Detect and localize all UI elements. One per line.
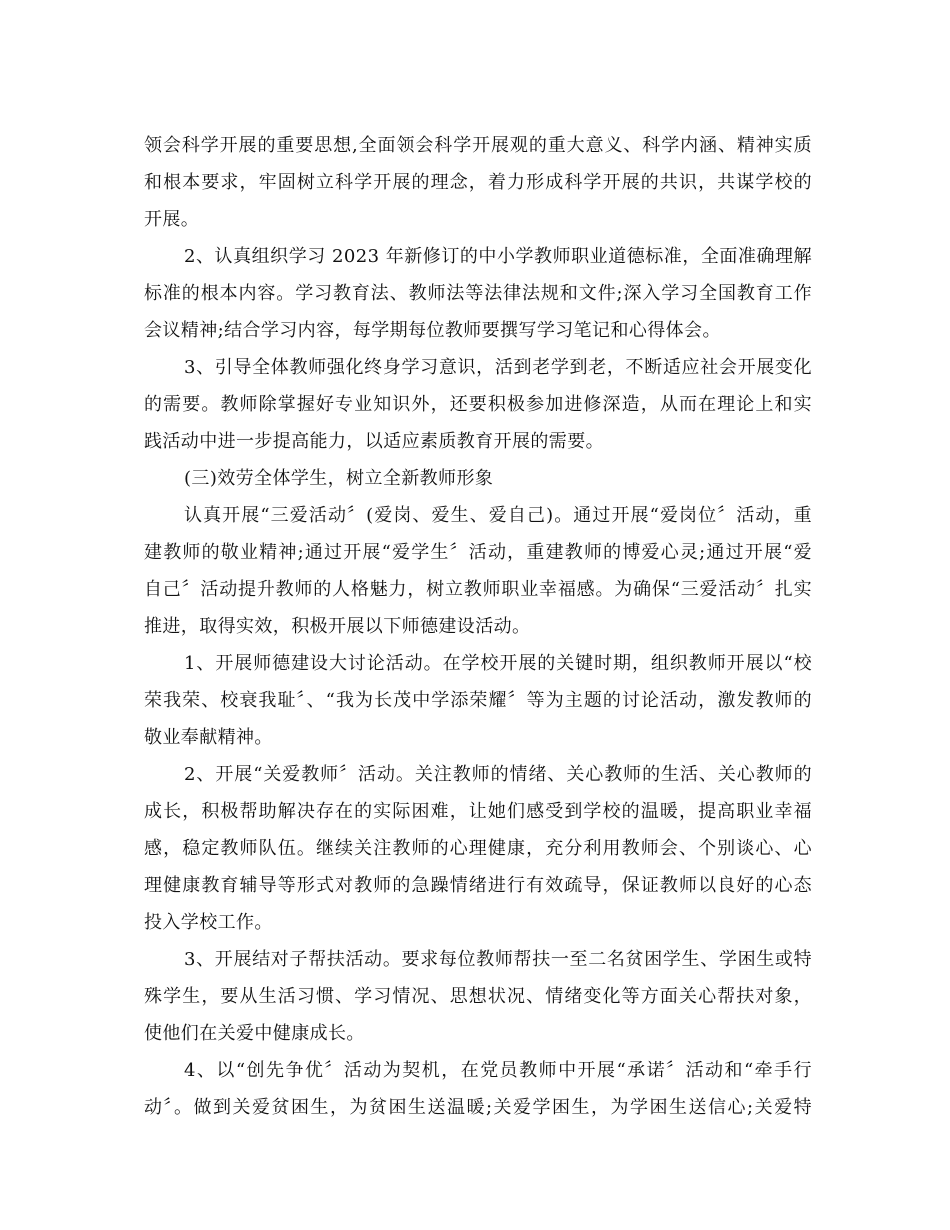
text-line: 感，稳定教师队伍。继续关注教师的心理健康，充分利用教师会、个别谈心、心 [144, 838, 812, 859]
text-line: 践活动中进一步提高能力，以适应素质教育开展的需要。 [144, 431, 604, 452]
text-line: 建教师的敬业精神;通过开展“爱学生〞活动，重建教师的博爱心灵;通过开展“爱 [144, 542, 812, 563]
text-line: 殊学生，要从生活习惯、学习情况、思想状况、情绪变化等方面关心帮扶对象， [144, 986, 812, 1007]
text-line: 会议精神;结合学习内容，每学期每位教师要撰写学习笔记和心得体会。 [144, 320, 721, 341]
text-line: 认真开展“三爱活动〞(爱岗、爱生、爱自己)。通过开展“爱岗位〞活动，重 [184, 505, 812, 526]
document-body [144, 127, 812, 1126]
text-line: 推进，取得实效，积极开展以下师德建设活动。 [144, 616, 531, 637]
text-line: 使他们在关爱中健康成长。 [144, 1023, 365, 1044]
text-line: 2、认真组织学习 2023 年新修订的中小学教师职业道德标准，全面准确理解 [184, 246, 812, 267]
text-line: 和根本要求，牢固树立科学开展的理念，着力形成科学开展的共识，共谋学校的 [144, 172, 812, 193]
text-line: 2、开展“关爱教师〞活动。关注教师的情绪、关心教师的生活、关心教师的 [184, 764, 812, 785]
text-line: 的需要。教师除掌握好专业知识外，还要积极参加进修深造，从而在理论上和实 [144, 394, 812, 415]
text-line: 开展。 [144, 209, 200, 230]
text-line: 1、开展师德建设大讨论活动。在学校开展的关键时期，组织教师开展以“校 [184, 653, 812, 674]
text-line: (三)效劳全体学生，树立全新教师形象 [184, 468, 494, 489]
text-line: 敬业奉献精神。 [144, 727, 273, 748]
text-line: 成长，积极帮助解决存在的实际困难，让她们感受到学校的温暖，提高职业幸福 [144, 801, 812, 822]
text-line: 3、开展结对子帮扶活动。要求每位教师帮扶一至二名贫困学生、学困生或特 [184, 949, 812, 970]
text-line: 理健康教育辅导等形式对教师的急躁情绪进行有效疏导，保证教师以良好的心态 [144, 875, 812, 896]
text-line: 动〞。做到关爱贫困生，为贫困生送温暖;关爱学困生，为学困生送信心;关爱特 [144, 1097, 812, 1118]
text-line: 3、引导全体教师强化终身学习意识，活到老学到老，不断适应社会开展变化 [184, 357, 812, 378]
text-line: 荣我荣、校衰我耻〞、“我为长茂中学添荣耀〞等为主题的讨论活动，激发教师的 [144, 690, 812, 711]
text-line: 标准的根本内容。学习教育法、教师法等法律法规和文件;深入学习全国教育工作 [144, 283, 812, 304]
text-line: 领会科学开展的重要思想,全面领会科学开展观的重大意义、科学内涵、精神实质 [144, 135, 812, 156]
text-line: 自己〞活动提升教师的人格魅力，树立教师职业幸福感。为确保“三爱活动〞扎实 [144, 579, 812, 600]
text-line: 4、以“创先争优〞活动为契机，在党员教师中开展“承诺〞活动和“牵手行 [184, 1060, 812, 1081]
text-line: 投入学校工作。 [144, 912, 273, 933]
